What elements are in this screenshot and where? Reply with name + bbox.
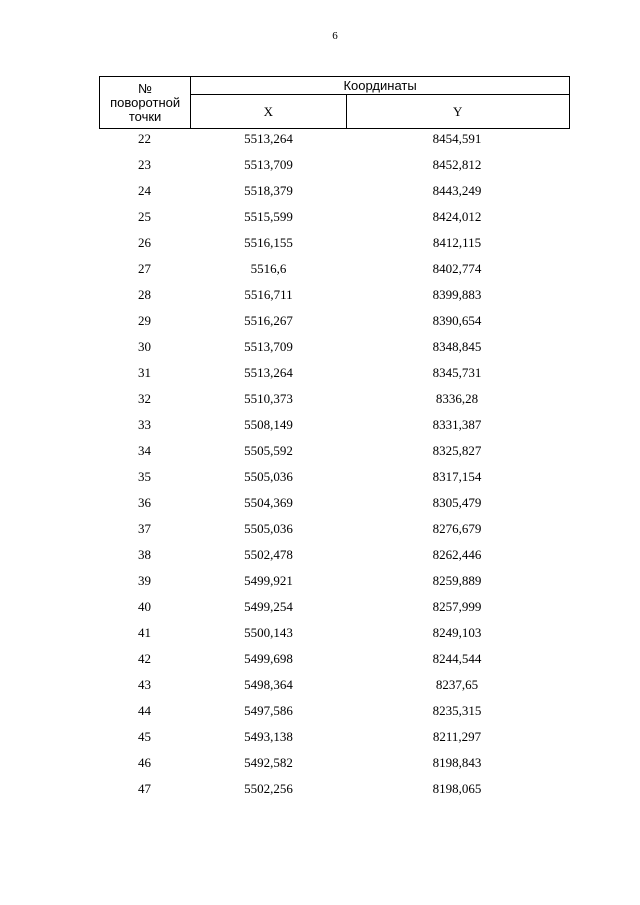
coordinate-y: 8211,297 [432,729,482,744]
table-row [99,648,570,674]
header-x: X [191,95,346,129]
coordinate-x: 5502,478 [244,547,293,562]
coordinate-x: 5515,599 [244,209,293,224]
point-number: 22 [138,131,151,146]
table-row [99,544,570,570]
table-row [99,674,570,700]
point-number: 33 [138,417,151,432]
coordinate-x: 5516,6 [250,261,287,276]
coordinate-x: 5516,711 [244,287,293,302]
point-number: 47 [138,781,151,796]
coordinate-y: 8454,591 [432,131,482,146]
table-row [99,310,570,336]
header-number-label: поворотной [110,94,181,110]
point-number: 24 [138,183,151,198]
coordinate-y: 8317,154 [432,469,482,484]
coordinate-y: 8198,065 [432,781,482,796]
coordinate-x: 5505,592 [244,443,293,458]
coordinate-x: 5504,369 [244,495,293,510]
table-row [99,700,570,726]
point-number: 40 [138,599,151,614]
coordinate-y: 8325,827 [432,443,482,458]
coordinate-x: 5493,138 [244,729,293,744]
point-number: 34 [138,443,151,458]
coordinate-x: 5505,036 [244,521,293,536]
coordinate-y: 8348,845 [432,339,482,354]
coordinate-x: 5516,267 [244,313,293,328]
coordinate-y: 8443,249 [432,183,482,198]
point-number: 27 [138,261,151,276]
coordinate-x: 5508,149 [244,417,293,432]
coordinate-x: 5516,155 [244,235,293,250]
table-row [99,466,570,492]
point-number: 37 [138,521,151,536]
point-number: 46 [138,755,151,770]
coordinate-x: 5500,143 [244,625,293,640]
table-row [99,752,570,778]
coordinate-x: 5510,373 [244,391,293,406]
coordinate-x: 5499,698 [244,651,293,666]
table-row [99,206,570,232]
point-number: 45 [138,729,151,744]
point-number: 44 [138,703,151,718]
point-number: 32 [138,391,151,406]
coordinate-y: 8235,315 [432,703,482,718]
coordinate-y: 8237,65 [435,677,479,692]
coordinate-y: 8244,544 [432,651,482,666]
table-row [99,232,570,258]
coordinate-y: 8412,115 [432,235,482,250]
point-number: 43 [138,677,151,692]
table-row [99,570,570,596]
coordinate-y: 8198,843 [432,755,482,770]
point-number: 41 [138,625,151,640]
coordinate-y: 8262,446 [432,547,482,562]
table-row [99,362,570,388]
coordinate-y: 8399,883 [432,287,482,302]
table-row [99,726,570,752]
coordinate-x: 5492,582 [244,755,293,770]
table-row [99,778,570,804]
coordinate-y: 8390,654 [432,313,482,328]
header-number-label-2: точки [128,108,162,124]
point-number: 38 [138,547,151,562]
coordinates-table-header [99,76,570,129]
coordinate-x: 5513,709 [244,157,293,172]
coordinate-y: 8276,679 [432,521,482,536]
table-row [99,180,570,206]
point-number: 35 [138,469,151,484]
header-y: Y [346,95,570,129]
coordinate-y: 8331,387 [432,417,482,432]
table-row [99,388,570,414]
table-row [99,154,570,180]
coordinate-y: 8452,812 [432,157,482,172]
coordinate-x: 5513,264 [244,365,293,380]
coordinate-y: 8249,103 [432,625,482,640]
coordinate-y: 8305,479 [432,495,482,510]
header-coordinates: Координаты [191,77,570,95]
coordinate-y: 8402,774 [432,261,482,276]
point-number: 29 [138,313,151,328]
coordinate-x: 5499,921 [244,573,293,588]
coordinate-x: 5502,256 [244,781,293,796]
table-row [99,440,570,466]
table-row [99,414,570,440]
coordinate-y: 8345,731 [432,365,482,380]
header-point-number [100,77,191,129]
point-number: 31 [138,365,151,380]
coordinate-y: 8424,012 [432,209,482,224]
coordinate-x: 5498,364 [244,677,293,692]
page-number: 6 [332,30,338,42]
coordinate-x: 5513,709 [244,339,293,354]
point-number: 26 [138,235,151,250]
header-number-sign: № [138,80,153,96]
coordinate-x: 5513,264 [244,131,293,146]
table-row [99,622,570,648]
point-number: 30 [138,339,151,354]
table-row [99,336,570,362]
point-number: 36 [138,495,151,510]
coordinates-table-body [99,128,570,804]
table-row [99,284,570,310]
table-row [99,258,570,284]
coordinate-x: 5505,036 [244,469,293,484]
coordinate-y: 8257,999 [432,599,482,614]
table-row [99,492,570,518]
coordinate-x: 5497,586 [244,703,293,718]
table-row [99,596,570,622]
point-number: 28 [138,287,151,302]
point-number: 25 [138,209,151,224]
coordinate-x: 5518,379 [244,183,293,198]
point-number: 42 [138,651,151,666]
coordinate-x: 5499,254 [244,599,293,614]
point-number: 23 [138,157,151,172]
coordinate-y: 8336,28 [435,391,479,406]
point-number: 39 [138,573,151,588]
coordinate-y: 8259,889 [432,573,482,588]
table-row [99,518,570,544]
table-row [99,128,570,154]
